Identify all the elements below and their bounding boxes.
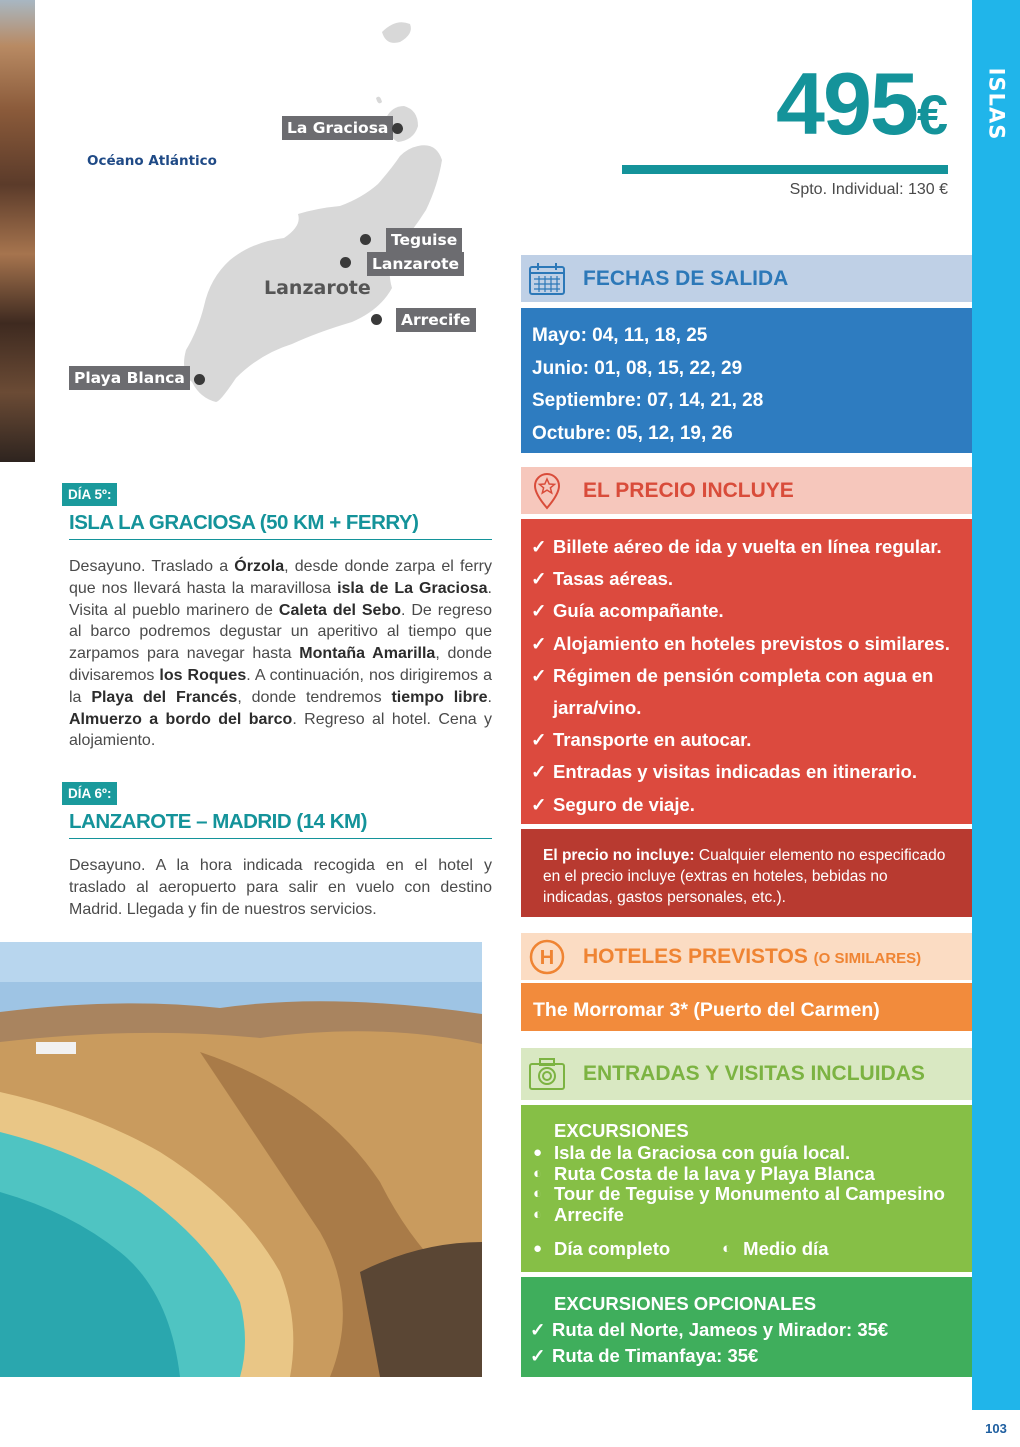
map-label-la-graciosa: La Graciosa bbox=[282, 116, 393, 140]
hotels-header bbox=[521, 933, 972, 980]
price: 495€ bbox=[776, 54, 948, 153]
day6-tag: DÍA 6º: bbox=[62, 782, 117, 805]
full-day-icon: ● bbox=[533, 1239, 543, 1257]
hotels-title: HOTELES PREVISTOS (O SIMILARES) bbox=[583, 944, 922, 968]
full-day-icon: ● bbox=[533, 1143, 543, 1161]
check-icon: ✓ bbox=[531, 568, 547, 590]
check-icon: ✓ bbox=[531, 729, 547, 751]
optional-excursions-list bbox=[521, 1277, 972, 1377]
price-underline bbox=[622, 165, 948, 174]
map-label-playa-blanca: Playa Blanca bbox=[69, 366, 190, 390]
included-visits-title: ENTRADAS Y VISITAS INCLUIDAS bbox=[583, 1062, 925, 1085]
list-item: ✓ Tasas aéreas. bbox=[531, 563, 972, 595]
optional-excursions-subtitle: EXCURSIONES OPCIONALES bbox=[554, 1293, 817, 1314]
legend-half-day: ◐ Medio día bbox=[722, 1237, 829, 1259]
map-label-teguise: Teguise bbox=[386, 228, 462, 252]
page-number: 103 bbox=[972, 1410, 1020, 1447]
check-icon: ✓ bbox=[531, 664, 547, 686]
list-item: ✓ Billete aéreo de ida y vuelta en línea regular. bbox=[531, 531, 972, 563]
ocean-label: Océano Atlántico bbox=[87, 153, 217, 169]
day5-description: Desayuno. Traslado a Órzola, desde donde zarpa el ferry que nos llevará hasta la maravillosa isla de La Graciosa. Visita al pueblo marinero de Caleta del Sebo. De regreso al barco podremos degustar un aperitivo al tiempo que zarpamos para navegar hasta Montaña Amarilla, donde divisaremos los Roques. A continuación, nos dirigiremos a la Playa del Francés, donde tendremos tiempo libre. Almuerzo a bordo del barco. Regreso al hotel. Cena y alojamiento. bbox=[69, 558, 492, 750]
map-marker-lanzarote bbox=[340, 257, 351, 268]
calendar-icon bbox=[527, 259, 567, 299]
excursions-list bbox=[521, 1105, 972, 1272]
svg-text:H: H bbox=[539, 946, 555, 969]
list-item: ✓ Ruta del Norte, Jameos y Mirador: 35€ bbox=[530, 1317, 972, 1343]
island-name-label: Lanzarote bbox=[264, 277, 371, 299]
list-item: ◐ Arrecife bbox=[533, 1204, 624, 1226]
map-marker-arrecife bbox=[371, 314, 382, 325]
price-not-included: El precio no incluye: Cualquier elemento no especificado en el precio incluye (extras en hoteles, bebidas no indicadas, gastos personales, etc.). bbox=[521, 829, 972, 917]
section-label: ISLAS bbox=[984, 67, 1009, 141]
duration-legend bbox=[533, 1239, 972, 1260]
list-item: ✓ Transporte en autocar. bbox=[531, 724, 972, 756]
list-item: ✓ Guía acompañante. bbox=[531, 595, 972, 627]
price-includes-list bbox=[521, 519, 972, 824]
departure-dates-row: Junio: 01, 08, 15, 22, 29 bbox=[532, 357, 743, 379]
half-day-icon: ◐ bbox=[533, 1206, 543, 1224]
list-item: ✓ Seguro de viaje. bbox=[531, 789, 972, 821]
check-icon: ✓ bbox=[531, 600, 547, 622]
map-label-arrecife: Arrecife bbox=[396, 308, 476, 332]
list-item: ✓ Régimen de pensión completa con agua en jarra/vino. bbox=[531, 660, 972, 724]
departure-dates-header bbox=[521, 255, 972, 302]
excursions-subtitle: EXCURSIONES bbox=[554, 1120, 689, 1141]
half-day-icon: ◐ bbox=[533, 1185, 543, 1203]
check-icon: ✓ bbox=[530, 1345, 546, 1366]
single-supplement: Spto. Individual: 130 € bbox=[789, 181, 948, 198]
check-icon: ✓ bbox=[531, 761, 547, 783]
map-marker-la-graciosa bbox=[392, 123, 403, 134]
day6-title: LANZAROTE – MADRID (14 KM) bbox=[69, 810, 492, 839]
half-day-icon: ◐ bbox=[533, 1164, 543, 1182]
departure-dates-row: Mayo: 04, 11, 18, 25 bbox=[532, 325, 708, 346]
list-item: ✓ Alojamiento en hoteles previstos o similares. bbox=[531, 628, 972, 660]
departure-dates-row: Septiembre: 07, 14, 21, 28 bbox=[532, 390, 764, 411]
day5-title: ISLA LA GRACIOSA (50 KM + FERRY) bbox=[69, 511, 492, 540]
price-includes-title: EL PRECIO INCLUYE bbox=[583, 478, 794, 502]
check-icon: ✓ bbox=[531, 632, 547, 654]
landscape-photo-strip bbox=[0, 0, 35, 462]
check-icon: ✓ bbox=[530, 1319, 546, 1340]
departure-dates-list bbox=[521, 308, 972, 453]
island-map-shape bbox=[40, 10, 510, 420]
list-item: ◐ Ruta Costa de la lava y Playa Blanca bbox=[533, 1162, 875, 1184]
day6-description: Desayuno. A la hora indicada recogida en el hotel y traslado al aeropuerto para salir en vuelo con destino Madrid. Llegada y fin de nuestros servicios. bbox=[69, 857, 492, 918]
departure-dates-title: FECHAS DE SALIDA bbox=[583, 266, 789, 290]
check-icon: ✓ bbox=[531, 536, 547, 557]
list-item: ✓ Entradas y visitas indicadas en itinerario. bbox=[531, 756, 972, 788]
list-item: ● Isla de la Graciosa con guía local. bbox=[533, 1141, 851, 1163]
lanzarote-map bbox=[40, 10, 510, 420]
list-item: ◐ Tour de Teguise y Monumento al Campesino bbox=[533, 1183, 945, 1205]
map-marker-playa-blanca bbox=[194, 374, 205, 385]
check-icon: ✓ bbox=[531, 793, 547, 815]
included-visits-header bbox=[521, 1048, 972, 1100]
half-day-icon: ◐ bbox=[722, 1239, 732, 1257]
map-label-lanzarote: Lanzarote bbox=[367, 252, 464, 276]
day5-tag: DÍA 5º: bbox=[62, 483, 117, 506]
camera-icon bbox=[527, 1054, 567, 1094]
legend-full-day: ● Día completo bbox=[533, 1237, 671, 1259]
map-marker-teguise bbox=[360, 234, 371, 245]
departure-dates-row: Octubre: 05, 12, 19, 26 bbox=[532, 422, 733, 444]
side-strip bbox=[972, 0, 1020, 1447]
price-includes-header bbox=[521, 467, 972, 514]
list-item: ✓ Ruta de Timanfaya: 35€ bbox=[530, 1343, 972, 1369]
hotel-h-icon bbox=[527, 937, 567, 977]
beach-photo bbox=[0, 942, 482, 1377]
star-badge-icon bbox=[527, 471, 567, 511]
hotel-name: The Morromar 3* (Puerto del Carmen) bbox=[521, 983, 972, 1031]
